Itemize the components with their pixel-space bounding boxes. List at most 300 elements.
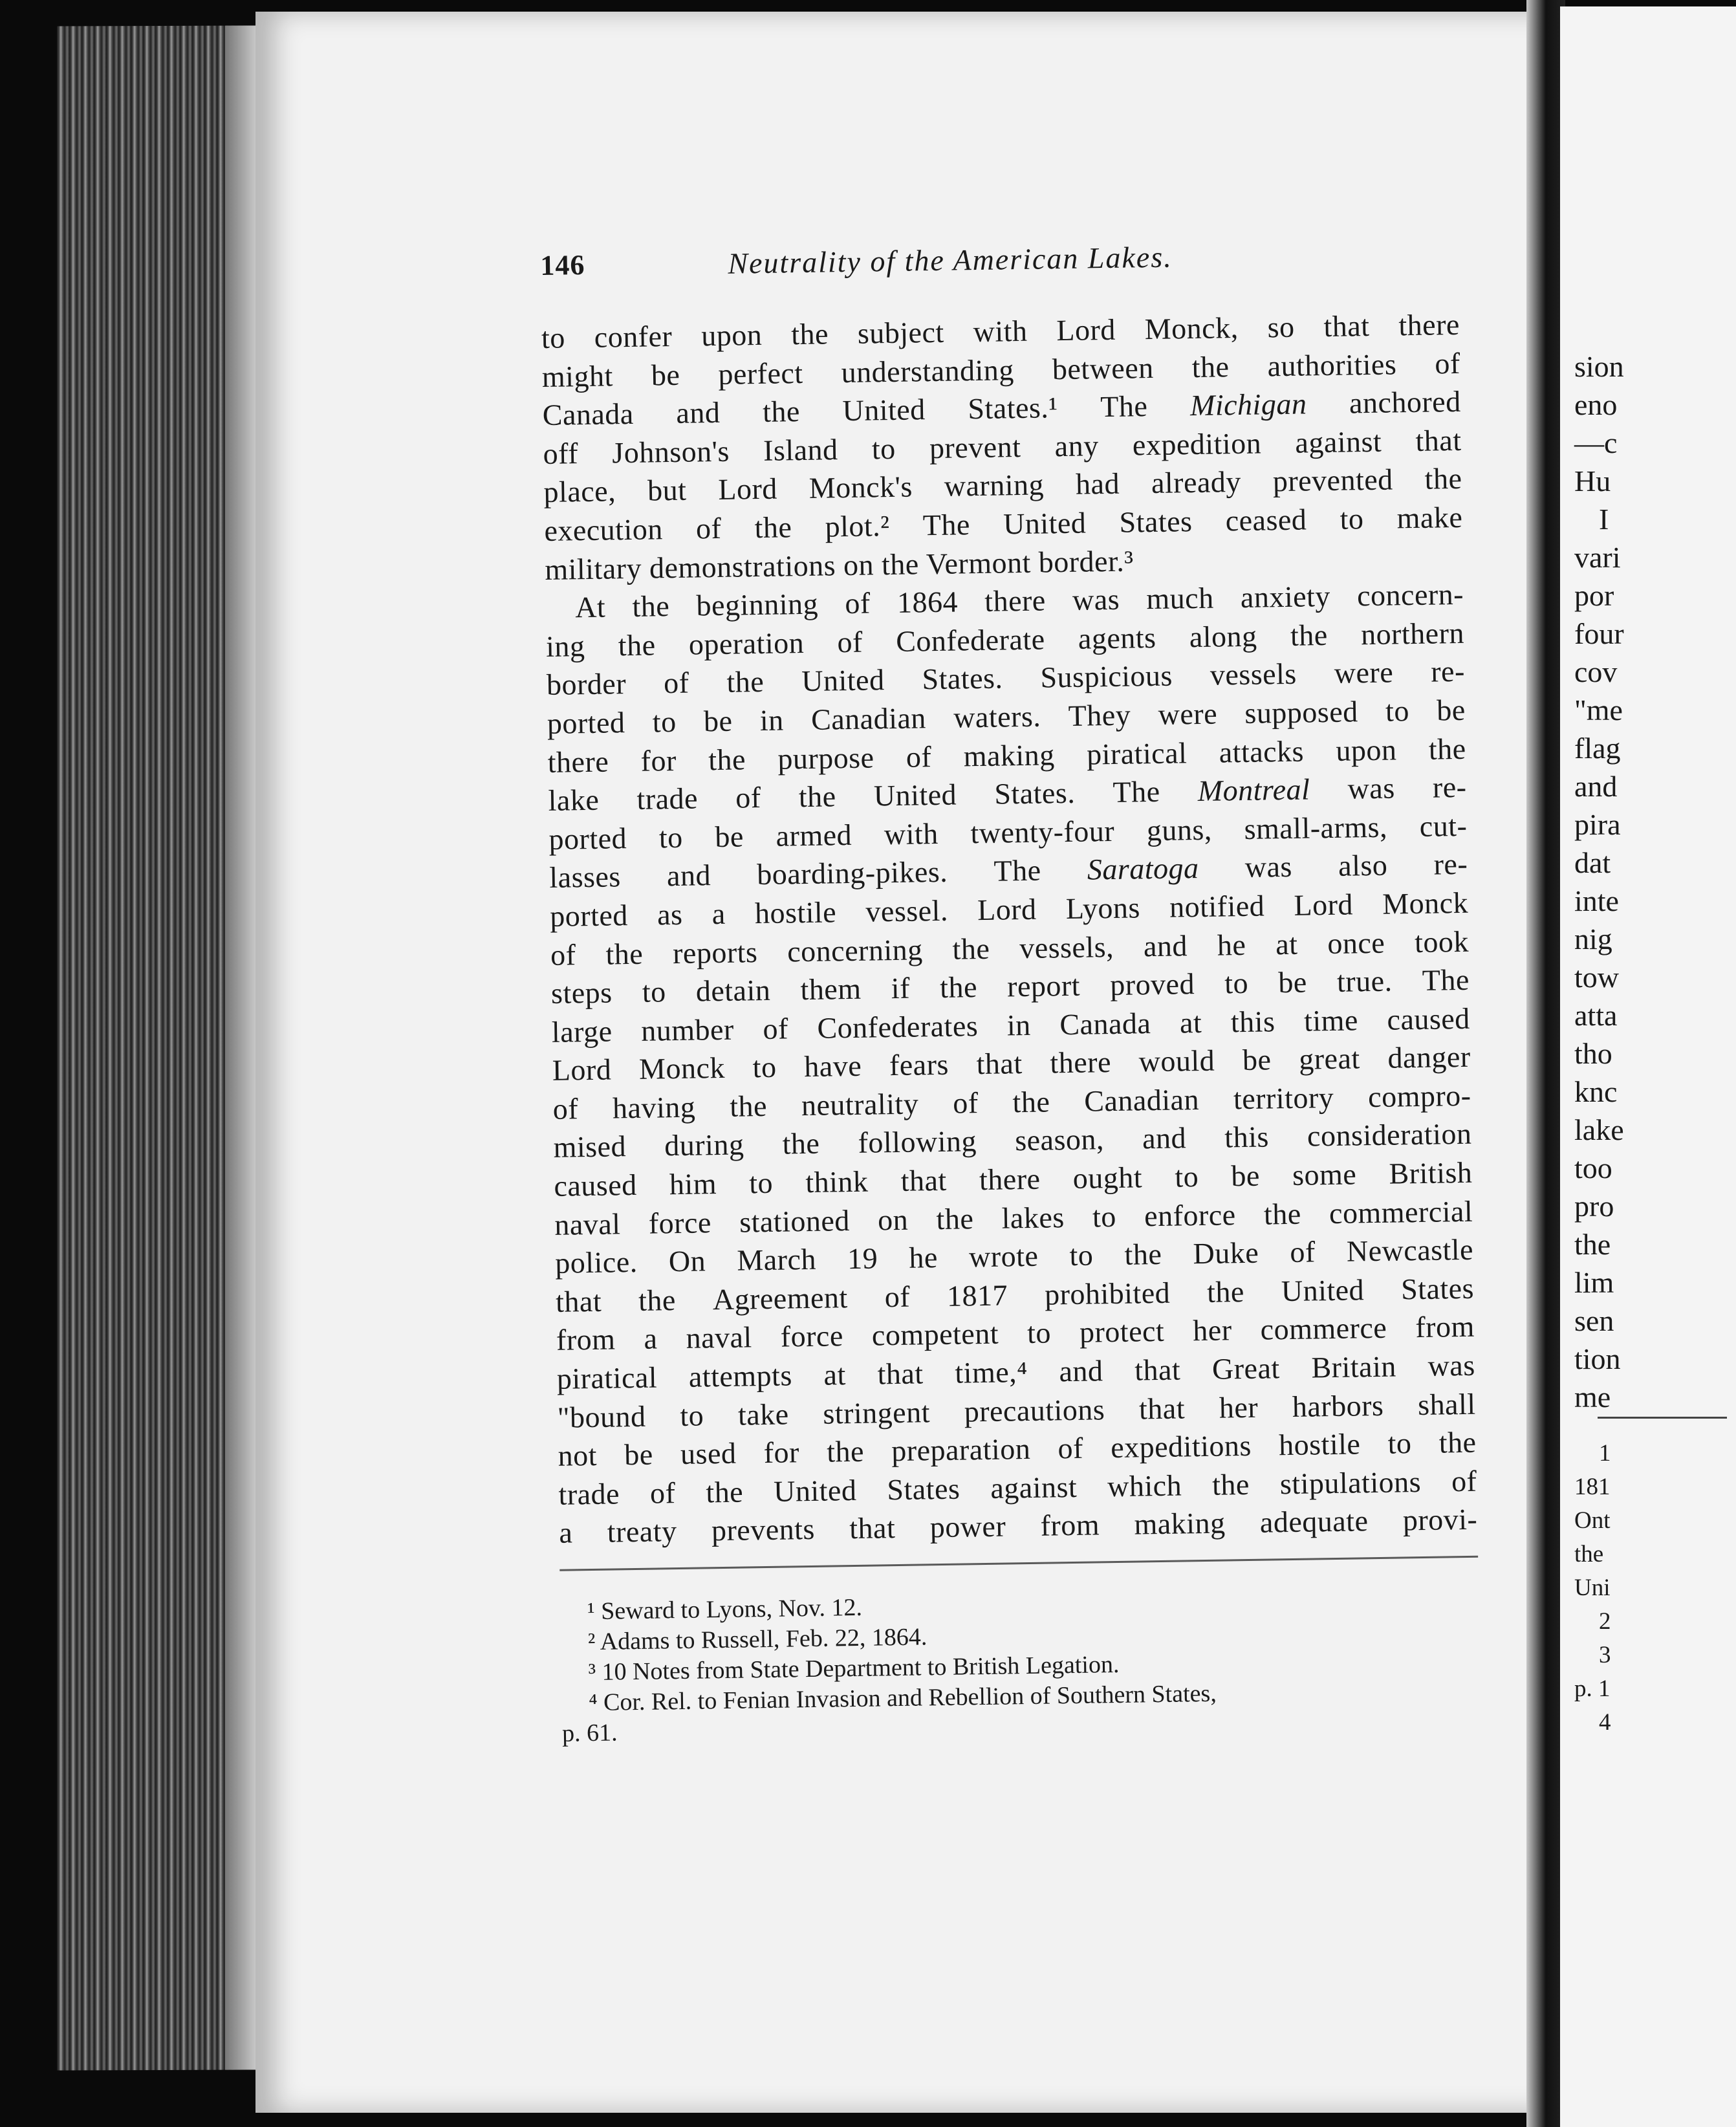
word: fears (889, 1048, 949, 1082)
word: purpose (777, 740, 874, 776)
word: notified (1169, 889, 1265, 924)
word: ported (548, 821, 627, 856)
word: place, (543, 474, 616, 509)
word: if (891, 971, 911, 1005)
word: vessels (1210, 657, 1297, 692)
word: there (979, 1162, 1041, 1197)
right-page-line: lake (1574, 1113, 1624, 1146)
word: Lord (977, 892, 1037, 926)
word: the (939, 970, 978, 1005)
word: to (871, 431, 896, 466)
word: stringent (823, 1395, 931, 1430)
word: Lord (1056, 312, 1116, 347)
right-page-line: I (1599, 503, 1609, 536)
word: that (900, 1163, 948, 1197)
word: prevents (711, 1512, 816, 1547)
word: the (1191, 349, 1230, 384)
right-page-footnote: 181 (1574, 1474, 1611, 1500)
word: be (1242, 1043, 1272, 1077)
word: ought (1072, 1161, 1143, 1195)
word: of (1451, 1464, 1477, 1498)
word: at (1179, 1005, 1202, 1040)
word: commercial (1329, 1194, 1473, 1230)
word: police. (554, 1245, 638, 1280)
word: the (790, 317, 829, 351)
word: the (729, 1089, 768, 1123)
word: and (666, 858, 711, 893)
footnote: ² Adams to Russell, Feb. 22, 1864. (587, 1623, 928, 1656)
word: 1817 (946, 1278, 1008, 1313)
word: the (1428, 732, 1466, 766)
word: ported (549, 899, 629, 933)
word: Lord (1294, 888, 1354, 922)
word: the (952, 932, 990, 966)
word: and (1143, 928, 1188, 963)
word: ing (545, 629, 585, 663)
footnote-rule (559, 1556, 1478, 1571)
word: Canadian (1083, 1082, 1200, 1118)
word: Monck (638, 1051, 726, 1086)
word: great (1298, 1042, 1361, 1076)
word: there (984, 584, 1047, 618)
word: this (1230, 1004, 1275, 1038)
body-text (541, 305, 1478, 1553)
word: March (736, 1243, 817, 1277)
word: to (752, 1051, 777, 1084)
word: British (1389, 1155, 1473, 1190)
word: detain (695, 973, 771, 1008)
word: be (1277, 965, 1308, 999)
word: The (922, 508, 971, 542)
word: Island (763, 432, 838, 467)
word: trade (558, 1477, 620, 1511)
word: the (826, 1434, 865, 1468)
word: the (782, 1127, 820, 1161)
word: Lord (718, 472, 778, 507)
right-page-footnote: 3 (1599, 1642, 1611, 1668)
word: border (546, 667, 627, 702)
word: of (884, 1280, 911, 1314)
word: States.¹ (968, 391, 1058, 426)
right-page-footnote: 2 (1599, 1608, 1611, 1635)
word: force (648, 1205, 712, 1240)
word: authorities (1267, 347, 1397, 382)
word: Lord (552, 1053, 612, 1087)
footnote: ³ 10 Notes from State Department to British Legation. (588, 1650, 1120, 1686)
word: of (649, 1476, 676, 1510)
word: lakes (1001, 1200, 1065, 1235)
word: beginning (696, 587, 819, 622)
word: which (1107, 1468, 1182, 1503)
word: to (541, 321, 566, 354)
word: caused (554, 1168, 638, 1203)
word: re- (1432, 770, 1467, 804)
word: the (762, 395, 801, 429)
word: season, (1014, 1122, 1105, 1157)
word: the (1290, 618, 1329, 652)
right-page-line: tion (1574, 1342, 1621, 1375)
word: lake (548, 783, 600, 818)
word: at (1275, 927, 1298, 961)
word: steps (550, 976, 613, 1010)
word: the (1206, 1274, 1245, 1309)
page-number: 146 (540, 248, 585, 281)
word: there (547, 745, 609, 779)
word: United (1281, 1273, 1365, 1308)
word: 19 (847, 1241, 878, 1276)
word: of (552, 1092, 579, 1126)
word: warning (944, 468, 1045, 503)
word: the (1012, 1085, 1050, 1119)
word: the (706, 1475, 744, 1509)
right-page-line: pira (1574, 808, 1621, 841)
word: Great (1211, 1351, 1281, 1386)
word: preparation (891, 1432, 1031, 1468)
word: agents (1078, 620, 1156, 655)
right-page-line: four (1574, 617, 1624, 650)
word: shall (1417, 1387, 1476, 1421)
word: them (800, 972, 862, 1007)
word: lasses (549, 860, 622, 895)
word: time,⁴ (955, 1355, 1028, 1390)
word: her (1219, 1390, 1259, 1424)
word: of (1434, 346, 1461, 380)
right-page-line: Hu (1574, 464, 1611, 497)
word: The (1100, 389, 1148, 424)
word: he (909, 1241, 939, 1274)
word: northern (1360, 616, 1465, 651)
word: territory (1233, 1080, 1334, 1116)
word: the (726, 665, 765, 699)
right-page-footnote: Ont (1574, 1507, 1611, 1534)
word: to (680, 1399, 704, 1432)
word: Duke (1193, 1236, 1259, 1271)
word: prevented (1272, 463, 1394, 498)
word: cut- (1419, 809, 1468, 843)
word: there (1050, 1045, 1112, 1080)
word: States (1119, 505, 1193, 539)
word: twenty-four (970, 814, 1115, 849)
word: took (1414, 924, 1470, 959)
right-page-footnote: the (1574, 1541, 1604, 1567)
word: the (936, 1201, 974, 1236)
right-page-footnote: 4 (1599, 1709, 1611, 1736)
word: that (976, 1047, 1023, 1081)
word: him (669, 1167, 717, 1201)
word: there (1398, 307, 1460, 342)
word: to (1174, 1160, 1199, 1194)
word: On (668, 1244, 706, 1278)
word: naval (554, 1206, 621, 1241)
word: military demonstrations on the Vermont border.³ (544, 544, 1134, 586)
word: but (647, 474, 687, 507)
word: States. (993, 776, 1076, 811)
word: be (624, 1437, 654, 1472)
right-page-line: flag (1574, 732, 1621, 765)
right-page-line: me (1574, 1380, 1611, 1413)
word: re- (1430, 655, 1466, 688)
word: was (1244, 850, 1293, 884)
word: also (1338, 848, 1388, 883)
word: United (873, 778, 957, 813)
word: that (1134, 1353, 1181, 1387)
word: a (559, 1516, 573, 1550)
word: were (1158, 697, 1218, 731)
word: hostile (754, 895, 837, 930)
word: make (1396, 500, 1463, 535)
gutter-shadow (1526, 0, 1565, 2127)
right-page-line: "me (1574, 693, 1623, 726)
word: Newcastle (1346, 1233, 1474, 1268)
word: concern- (1356, 578, 1464, 613)
word: Confederates (817, 1009, 979, 1045)
word: guns, (1146, 813, 1213, 847)
word: At (574, 590, 606, 624)
word: Monck (1382, 886, 1469, 921)
word: caused (1387, 1001, 1471, 1036)
word: to (1224, 966, 1249, 1000)
word: concerning (787, 932, 923, 968)
word: along (1189, 619, 1257, 653)
word: much (1146, 581, 1214, 616)
word: vessels, (1019, 930, 1114, 965)
word: off (543, 436, 579, 470)
word: the (1438, 1425, 1477, 1459)
word: wrote (968, 1239, 1039, 1274)
word: to (748, 1166, 774, 1200)
word: understanding (841, 353, 1015, 389)
word: to (1385, 694, 1410, 728)
footnote: ⁴ Cor. Rel. to Fenian Invasion and Rebellion of Southern States, (589, 1679, 1217, 1717)
word: States. (922, 661, 1003, 696)
word: that (849, 1511, 896, 1545)
word: anchored (1349, 385, 1461, 420)
right-page-line: eno (1574, 388, 1618, 421)
word: was (1072, 582, 1120, 617)
word: Confederate (895, 622, 1045, 658)
word: The (1112, 775, 1160, 809)
word: report (1006, 968, 1081, 1003)
word: a (711, 897, 726, 931)
word: the (798, 780, 836, 814)
right-page-footnote: 1 (1599, 1440, 1611, 1467)
word: a (644, 1322, 658, 1356)
word: having (612, 1090, 696, 1125)
word: the (618, 628, 656, 662)
word: precautions (964, 1392, 1105, 1428)
word: the (1211, 1467, 1250, 1501)
word: for (763, 1435, 800, 1470)
word: The (993, 853, 1041, 888)
word: naval (686, 1320, 753, 1355)
word: small-arms, (1244, 810, 1388, 845)
right-page-line: sen (1574, 1304, 1614, 1337)
word: making (963, 737, 1056, 772)
right-page-line: and (1574, 770, 1618, 803)
right-page-line: the (1574, 1228, 1611, 1261)
word: that (1415, 423, 1462, 457)
text-block (540, 235, 1481, 1749)
word: and (676, 396, 721, 430)
word: ceased (1225, 503, 1307, 538)
word: to (1092, 1199, 1117, 1234)
word: be (1231, 1159, 1261, 1193)
word: treaty (607, 1514, 677, 1549)
word: Canada (542, 397, 635, 432)
word: attacks (1219, 734, 1305, 769)
word: to (1340, 502, 1364, 536)
running-head: Neutrality of the American Lakes. (727, 240, 1173, 280)
word: of (1058, 1431, 1084, 1465)
word: anxiety (1240, 580, 1331, 615)
right-page-footnote: Uni (1574, 1575, 1611, 1601)
word: of (952, 1085, 979, 1120)
word: the (605, 937, 644, 971)
word: Canada (1059, 1006, 1151, 1041)
word: Monck's (808, 470, 913, 505)
word: and (1142, 1121, 1187, 1155)
word: some (1292, 1157, 1357, 1192)
word: States (1400, 1271, 1475, 1306)
word: to (642, 975, 666, 1009)
word: take (737, 1397, 789, 1432)
word: the (708, 742, 746, 776)
word: Suspicious (1040, 659, 1173, 694)
word: not (558, 1439, 598, 1473)
word: number (640, 1012, 735, 1047)
word: was (1347, 771, 1396, 805)
word: subject (857, 315, 945, 350)
word: to (652, 704, 677, 739)
right-page-line: sion (1574, 350, 1624, 383)
word: that (555, 1284, 602, 1318)
word: attempts (688, 1358, 793, 1393)
word: for (640, 743, 677, 778)
word: protect (1079, 1314, 1165, 1349)
word: 1864 (896, 585, 959, 620)
word: operation (688, 626, 805, 661)
word: prohibited (1044, 1276, 1171, 1311)
word: that (1323, 309, 1370, 344)
word: have (803, 1049, 862, 1084)
word: of (906, 739, 932, 774)
word: to (1387, 1426, 1412, 1460)
word: of (837, 625, 863, 659)
word: of (663, 666, 689, 700)
word: that (1138, 1391, 1186, 1426)
word: ported (547, 706, 625, 740)
word: stationed (739, 1203, 851, 1239)
right-page (1560, 6, 1736, 2127)
word: were (1334, 655, 1394, 690)
word: trade (636, 781, 699, 816)
word: neutrality (801, 1087, 919, 1122)
word: so (1267, 310, 1295, 344)
word: following (858, 1124, 977, 1160)
word: commerce (1260, 1311, 1387, 1347)
word: making (1134, 1506, 1226, 1541)
word: the (1424, 462, 1462, 496)
word: vessel. (865, 893, 949, 928)
word: Canadian (810, 701, 927, 736)
word: the (632, 589, 670, 624)
word: he (1217, 928, 1246, 962)
word: United (842, 393, 926, 428)
word: danger (1387, 1040, 1471, 1074)
word: would (1138, 1043, 1215, 1078)
word: expedition (1132, 426, 1262, 462)
word: Britain (1311, 1349, 1397, 1384)
right-page-line: por (1574, 579, 1614, 612)
right-page-line: cov (1574, 655, 1618, 688)
word: boarding-pikes. (756, 855, 948, 891)
word: of (844, 586, 871, 620)
word: be (651, 358, 680, 392)
word: true. (1336, 964, 1393, 998)
word: execution (544, 512, 664, 547)
word: "bound (557, 1399, 646, 1434)
word: between (1052, 351, 1155, 386)
right-page-line: lim (1574, 1266, 1614, 1299)
right-page-line: inte (1574, 884, 1619, 917)
word: armed (776, 818, 852, 853)
word: against (990, 1470, 1078, 1505)
word: mised (553, 1129, 627, 1164)
word: of (550, 937, 576, 972)
word: in (1006, 1008, 1032, 1042)
word: this (1224, 1120, 1270, 1154)
word: plot.² (825, 509, 890, 543)
word: Saratoga (1087, 851, 1199, 886)
word: large (551, 1014, 613, 1049)
word: proved (1109, 967, 1195, 1002)
word: the (638, 1283, 677, 1317)
word: competent (871, 1317, 999, 1353)
right-page-line: too (1574, 1151, 1612, 1184)
word: Johnson's (611, 434, 730, 470)
word: might (541, 358, 614, 393)
word: piratical (1086, 736, 1188, 771)
word: with (973, 314, 1028, 349)
word: and (1059, 1354, 1103, 1388)
word: was (1427, 1348, 1476, 1382)
word: during (664, 1128, 744, 1162)
word: once (1327, 926, 1385, 960)
word: reports (672, 935, 758, 970)
right-page-line: vari (1574, 541, 1621, 574)
word: The (1422, 963, 1470, 997)
word: be (1436, 693, 1466, 727)
word: any (1054, 429, 1099, 463)
word: of (763, 1012, 789, 1045)
word: expeditions (1110, 1429, 1252, 1465)
word: upon (1336, 732, 1397, 767)
right-page-line: —c (1574, 426, 1618, 459)
word: hostile (1278, 1427, 1361, 1462)
word: of (1290, 1235, 1316, 1269)
right-page-line: tow (1574, 961, 1619, 994)
word: Montreal (1197, 772, 1310, 808)
right-page-line: knc (1574, 1075, 1618, 1108)
right-page-line: dat (1574, 846, 1611, 879)
page-edges (57, 25, 259, 2070)
right-page-line: nig (1574, 922, 1612, 955)
word: of (735, 781, 761, 814)
right-page-footnote: p. 1 (1574, 1675, 1611, 1702)
word: with (884, 816, 939, 851)
word: harbors (1292, 1388, 1384, 1423)
word: that (877, 1357, 924, 1391)
